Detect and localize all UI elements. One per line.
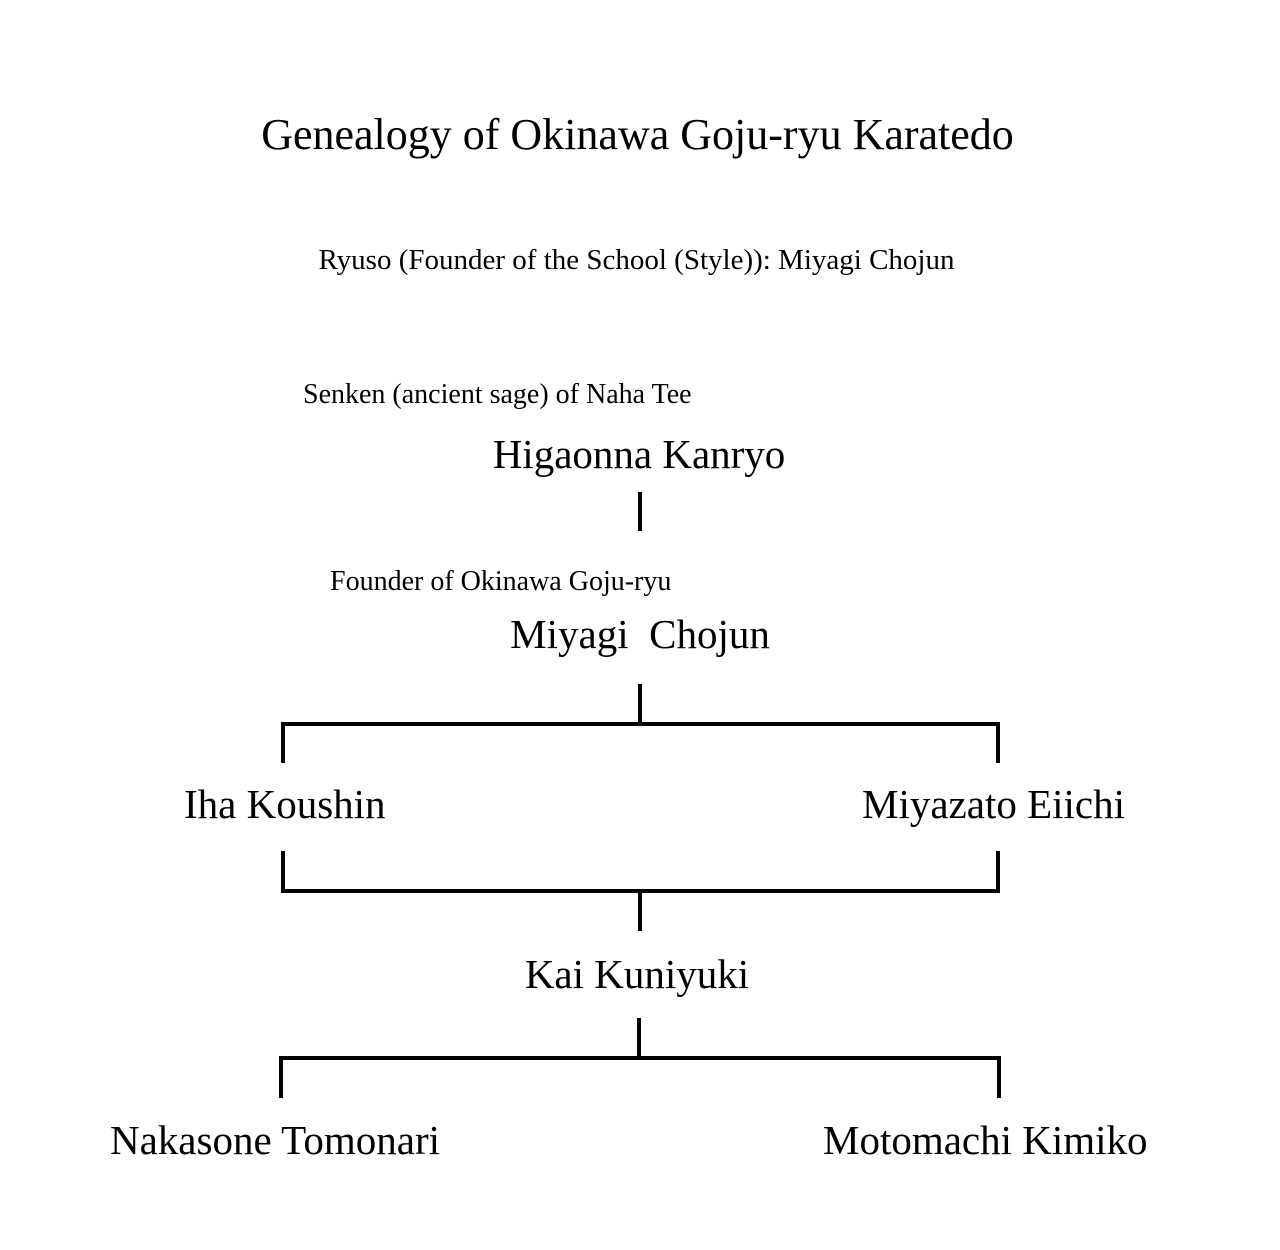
miyagi-note: Founder of Okinawa Goju-ryu bbox=[330, 566, 672, 597]
node-miyagi-chojun: Miyagi Chojun bbox=[510, 611, 770, 657]
node-iha-koushin: Iha Koushin bbox=[184, 781, 386, 827]
node-nakasone-tomonari: Nakasone Tomonari bbox=[110, 1117, 440, 1163]
node-miyazato-eiichi: Miyazato Eiichi bbox=[862, 781, 1125, 827]
diagram-title: Genealogy of Okinawa Goju-ryu Karatedo bbox=[261, 110, 1014, 159]
node-motomachi-kimiko: Motomachi Kimiko bbox=[823, 1117, 1148, 1163]
higaonna-note: Senken (ancient sage) of Naha Tee bbox=[303, 379, 692, 410]
diagram-subtitle: Ryuso (Founder of the School (Style)): Miyagi Chojun bbox=[318, 244, 955, 276]
node-higaonna-kanryo: Higaonna Kanryo bbox=[492, 431, 786, 477]
node-kai-kuniyuki: Kai Kuniyuki bbox=[524, 951, 750, 997]
